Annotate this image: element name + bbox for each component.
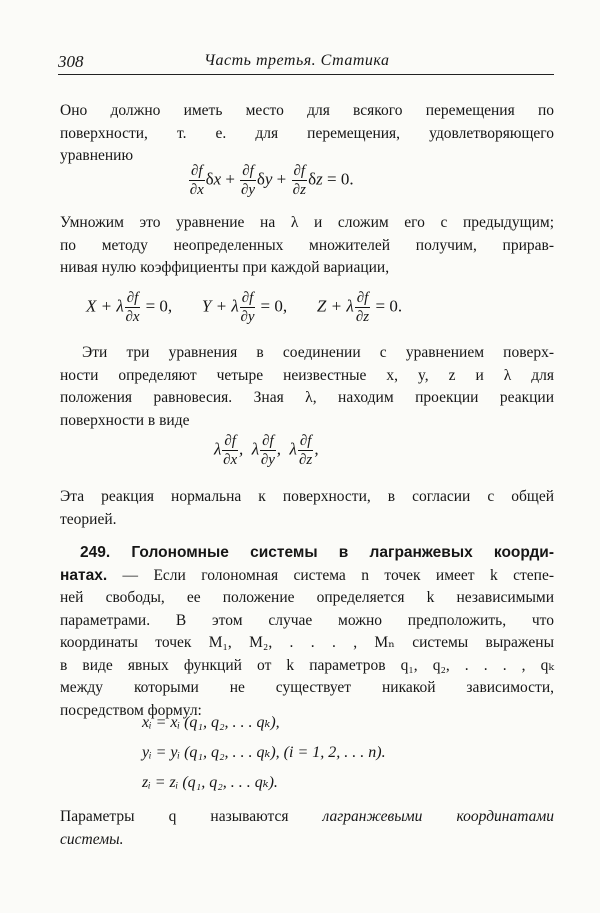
section-title-end: натах. (60, 566, 108, 584)
text-line: ней свободы, ее положение определяется k независимыми (60, 589, 554, 606)
fraction-df-dy: $\frac{\partial f}{\partial y}$ (241, 163, 256, 198)
fraction-df-dz: $\frac{\partial f}{\partial z}$ (292, 163, 306, 198)
paragraph-1 (60, 100, 554, 168)
text-line: между которыми не существует никакой зависимости, (60, 679, 554, 696)
paragraph-2 (60, 212, 554, 280)
text-line: координаты точек M₁, M₂, . . . , Mₙ системы выражены (60, 634, 554, 651)
text-line: параметрами. В этом случае можно предположить, что (60, 611, 554, 629)
text-line (60, 806, 554, 829)
text-line: Оно должно иметь место для всякого перемещения по (60, 102, 554, 119)
eq-z-term: Z + λ (316, 296, 354, 316)
fraction-df-dx: $\frac{\partial f}{\partial x}$ (189, 163, 204, 198)
text-line: системы. (60, 830, 124, 848)
section-249 (60, 542, 554, 722)
equation-rhs: = 0. (326, 169, 354, 189)
text-line: нивая нулю коэффициенты при каждой вариации, (60, 259, 390, 276)
section-text: — Если голономная система n точек имеет k степе- (107, 566, 554, 584)
text-line: теорией. (60, 510, 117, 528)
text-line: Эти три уравнения в соединении с уравнением поверх- (82, 344, 554, 361)
text-line: в виде явных функций от k параметров q₁, q₂, . . . , qₖ (60, 656, 554, 674)
page-number: 308 (58, 52, 84, 71)
paragraph-3 (60, 342, 554, 432)
eq-rhs: = 0, (260, 296, 288, 316)
eq-x-term: X + λ (86, 296, 124, 316)
text-line: поверхности в виде (60, 411, 190, 429)
formula-x: xᵢ = xᵢ (q₁, q₂, . . . qₖ), (142, 714, 280, 731)
italic-term: лагранжевыми координатами (322, 808, 555, 825)
text-line: Эта реакция нормальна к поверхности, в согласии с общей (60, 488, 554, 505)
text-line: уравнению (60, 147, 134, 164)
text-segment: Параметры q называются (60, 808, 323, 825)
eq-rhs: = 0. (375, 296, 403, 316)
section-title: 249. Голономные системы в лагранжевых коорди- (80, 544, 554, 561)
text-line: по методу неопределенных множителей получим, прирав- (60, 236, 554, 254)
equation-reaction: λ $\frac{\partial f}{\partial x}$ , λ $\frac{\partial f}{\partial y}$ , λ $\frac{\partial f}{\partial z}$ , (214, 433, 319, 468)
running-title: Часть третья. Статика (204, 52, 390, 69)
section-heading (60, 542, 554, 565)
equation-equilibrium: X + λ $\frac{\partial f}{\partial x}$ = 0, Y + λ $\frac{\partial f}{\partial y}$ = 0, Z + λ $\frac{\partial f}{\partial z}$ = 0. (86, 290, 403, 325)
text-line (60, 565, 554, 588)
eq-rhs: = 0, (145, 296, 173, 316)
equation-variation: $\frac{\partial f}{\partial x}$ δx + $\frac{\partial f}{\partial y}$ δy + $\frac{\partial f}{\partial z}$ δz = 0. (189, 163, 354, 198)
paragraph-5 (60, 806, 554, 851)
text-line: поверхности, т. е. для перемещения, удовлетворяющего (60, 124, 554, 142)
text-line: положения равновесия. Зная λ, находим проекции реакции (60, 389, 554, 406)
text-line: ности определяют четыре неизвестные x, y, z и λ для (60, 366, 554, 384)
formula-y: yᵢ = yᵢ (q₁, q₂, . . . qₖ), (i = 1, 2, . . . n). (142, 744, 386, 761)
page-header (58, 52, 554, 75)
eq-y-term: Y + λ (201, 296, 239, 316)
paragraph-4 (60, 486, 554, 531)
text-line: посредством формул: (60, 701, 202, 719)
text-line: Умножим это уравнение на λ и сложим его с предыдущим; (60, 214, 554, 231)
formula-z: zᵢ = zᵢ (q₁, q₂, . . . qₖ). (142, 774, 278, 791)
